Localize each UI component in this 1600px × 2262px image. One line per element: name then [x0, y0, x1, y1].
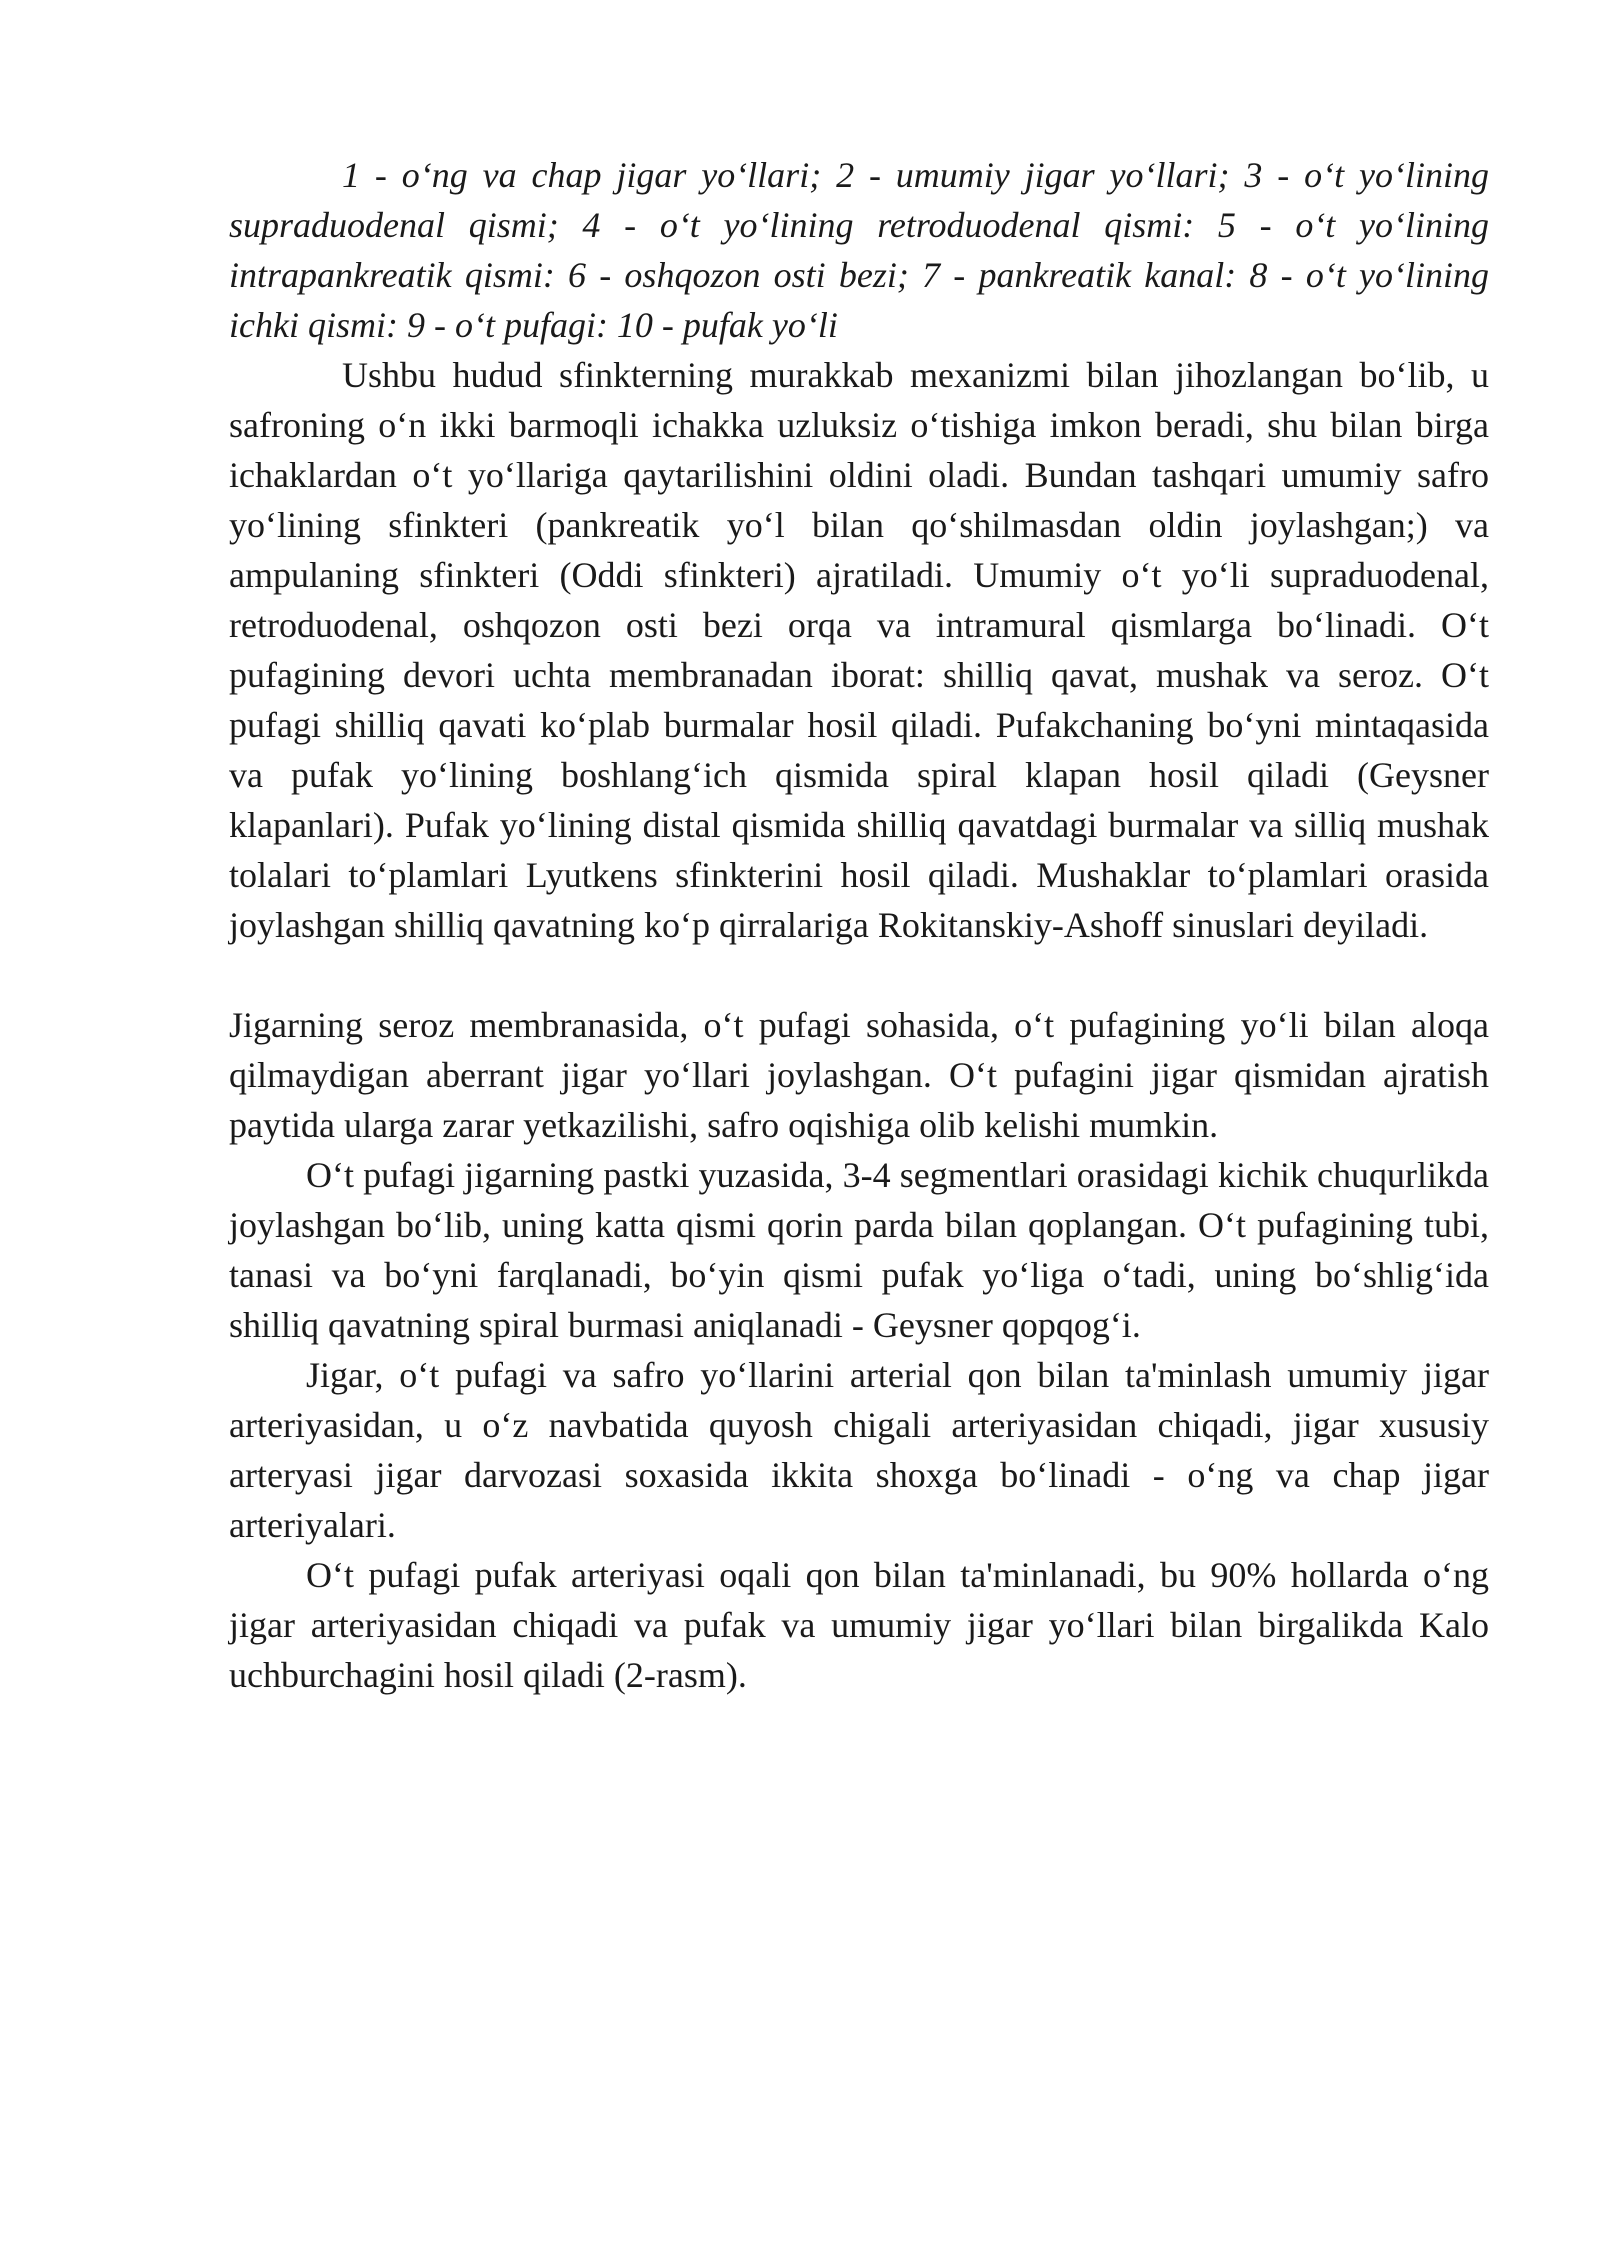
paragraph-cystic-artery: O‘t pufagi pufak arteriyasi oqali qon bilan ta'minlanadi, bu 90% hollarda o‘ng jigar arteriyasidan chiqadi va pufak va umumiy jigar yo‘llari bilan birgalikda Kalo uchburchagini hosil qiladi (2-rasm). — [229, 1555, 1489, 1695]
paragraph-spacer — [229, 950, 1489, 1000]
document-body — [229, 150, 1489, 1700]
paragraph-arterial-supply: Jigar, o‘t pufagi va safro yo‘llarini arterial qon bilan ta'minlash umumiy jigar arteriyasidan, u o‘z navbatida quyosh chigali arteriyasidan chiqadi, jigar xususiy arteryasi jigar darvozasi soxasida ikkita shoxga bo‘linadi - o‘ng va chap jigar arteriyalari. — [229, 1355, 1489, 1545]
paragraph-gallbladder-location: O‘t pufagi jigarning pastki yuzasida, 3-4 segmentlari orasidagi kichik chuqurlikda joylashgan bo‘lib, uning katta qismi qorin parda bilan qoplangan. O‘t pufagining tubi, tanasi va bo‘yni farqlanadi, bo‘yin qismi pufak yo‘liga o‘tadi, uning bo‘shlig‘ida shilliq qavatning spiral burmasi aniqlanadi - Geysner qopqog‘i. — [229, 1155, 1489, 1345]
figure-caption: 1 - o‘ng va chap jigar yo‘llari; 2 - umumiy jigar yo‘llari; 3 - o‘t yo‘lining supraduodenal qismi; 4 - o‘t yo‘lining retroduodenal qismi: 5 - o‘t yo‘lining intrapankreatik qismi: 6 - oshqozon osti bezi; 7 - pankreatik kanal: 8 - o‘t yo‘lining ichki qismi: 9 - o‘t pufagi: 10 - pufak yo‘li — [229, 155, 1489, 345]
paragraph-sphincter-anatomy: Ushbu hudud sfinkterning murakkab mexanizmi bilan jihozlangan bo‘lib, u safroning o‘n ikki barmoqli ichakka uzluksiz o‘tishiga imkon beradi, shu bilan birga ichaklardan o‘t yo‘llariga qaytarilishini oldini oladi. Bundan tashqari umumiy safro yo‘lining sfinkteri (pankreatik yo‘l bilan qo‘shilmasdan oldin joylashgan;) va ampulaning sfinkteri (Oddi sfinkteri) ajratiladi. Umumiy o‘t yo‘li supraduodenal, retroduodenal, oshqozon osti bezi orqa va intramural qismlarga bo‘linadi. O‘t pufagining devori uchta membranadan iborat: shilliq qavat, mushak va seroz. O‘t pufagi shilliq qavati ko‘plab burmalar hosil qiladi. Pufakchaning bo‘yni mintaqasida va pufak yo‘lining boshlang‘ich qismida spiral klapan hosil qiladi (Geysner klapanlari). Pufak yo‘lining distal qismida shilliq qavatdagi burmalar va silliq mushak tolalari to‘plamlari Lyutkens sfinkterini hosil qiladi. Mushaklar to‘plamlari orasida joylashgan shilliq qavatning ko‘p qirralariga Rokitanskiy-Ashoff sinuslari deyiladi. — [229, 355, 1489, 945]
paragraph-aberrant-ducts: Jigarning seroz membranasida, o‘t pufagi sohasida, o‘t pufagining yo‘li bilan aloqa qilmaydigan aberrant jigar yo‘llari joylashgan. O‘t pufagini jigar qismidan ajratish paytida ularga zarar yetkazilishi, safro oqishiga olib kelishi mumkin. — [229, 1005, 1489, 1145]
